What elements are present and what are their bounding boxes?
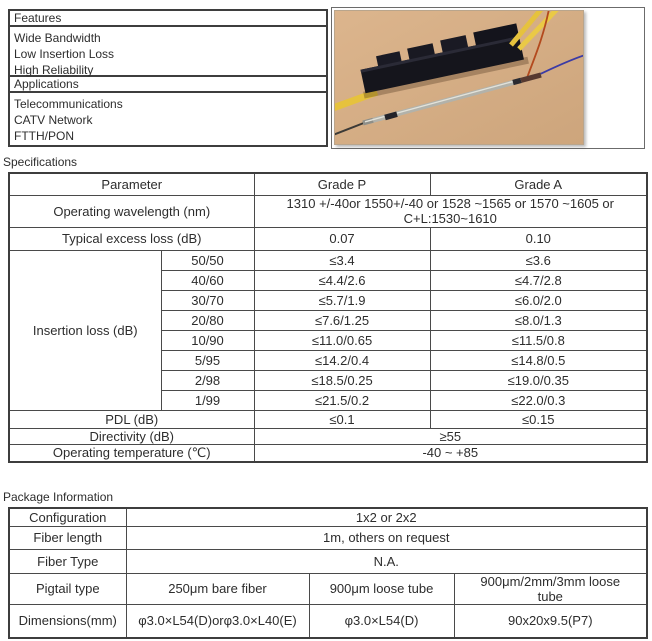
pkg-row-configuration: [9, 508, 647, 526]
specifications-table: [8, 172, 648, 463]
tube-black-band: [385, 114, 397, 117]
pigtail-option: 900μm loose tube: [309, 573, 454, 604]
split-ratio: 20/80: [161, 310, 254, 330]
col-header-grade-a: Grade A: [430, 173, 647, 195]
split-ratio: 30/70: [161, 290, 254, 310]
feature-item: High Reliability: [14, 63, 94, 77]
wavelength-value: 1310 +/-40or 1550+/-40 or 1528 ~1565 or 1570 ~1605 or C+L:1530~1610: [254, 195, 647, 227]
application-item: Telecommunications: [14, 97, 123, 111]
features-applications-table: [8, 9, 328, 147]
split-ratio: 40/60: [161, 270, 254, 290]
temperature-value: -40 ~ +85: [254, 444, 647, 462]
applications-header: Applications: [10, 77, 326, 93]
il-grade-p: ≤7.6/1.25: [254, 310, 430, 330]
split-ratio: 10/90: [161, 330, 254, 350]
dimensions-label: Dimensions(mm): [9, 604, 126, 638]
pkg-row-fiber-type: [9, 549, 647, 573]
excess-loss-label: Typical excess loss (dB): [9, 227, 254, 250]
fiber-length-value: 1m, others on request: [126, 526, 647, 549]
il-grade-p: ≤4.4/2.6: [254, 270, 430, 290]
spec-row-wavelength: [9, 195, 647, 227]
spec-row-pdl: [9, 410, 647, 428]
temperature-label: Operating temperature (℃): [9, 444, 254, 462]
dimensions-value: φ3.0×L54(D): [309, 604, 454, 638]
il-grade-p: ≤3.4: [254, 250, 430, 270]
package-information-table: [8, 507, 648, 639]
col-header-grade-p: Grade P: [254, 173, 430, 195]
configuration-label: Configuration: [9, 508, 126, 526]
features-list: [10, 27, 326, 77]
il-grade-p: ≤18.5/0.25: [254, 370, 430, 390]
product-photo-frame: [331, 7, 645, 149]
pkg-row-dimensions: [9, 604, 647, 638]
split-ratio: 5/95: [161, 350, 254, 370]
product-photo: [334, 10, 584, 145]
il-grade-p: ≤21.5/0.2: [254, 390, 430, 410]
il-grade-a: ≤4.7/2.8: [430, 270, 647, 290]
wavelength-label: Operating wavelength (nm): [9, 195, 254, 227]
feature-item: Low Insertion Loss: [14, 47, 115, 61]
spec-row-excess-loss: [9, 227, 647, 250]
dimensions-value: 90x20x9.5(P7): [454, 604, 647, 638]
fiber-length-label: Fiber length: [9, 526, 126, 549]
il-grade-a: ≤6.0/2.0: [430, 290, 647, 310]
insertion-loss-label: Insertion loss (dB): [9, 250, 161, 410]
il-grade-a: ≤8.0/1.3: [430, 310, 647, 330]
il-grade-p: ≤11.0/0.65: [254, 330, 430, 350]
split-ratio: 50/50: [161, 250, 254, 270]
features-header: Features: [10, 11, 326, 27]
excess-loss-grade-p: 0.07: [254, 227, 430, 250]
pigtail-type-label: Pigtail type: [9, 573, 126, 604]
specifications-title: Specifications: [3, 155, 78, 169]
pdl-grade-a: ≤0.15: [430, 410, 647, 428]
spec-header-row: [9, 173, 647, 195]
col-header-parameter: Parameter: [9, 173, 254, 195]
split-ratio: 1/99: [161, 390, 254, 410]
fiber-type-label: Fiber Type: [9, 549, 126, 573]
application-item: CATV Network: [14, 113, 93, 127]
directivity-label: Directivity (dB): [9, 428, 254, 444]
applications-list: [10, 93, 326, 145]
spec-row-temperature: [9, 444, 647, 462]
dimensions-value: φ3.0×L54(D)orφ3.0×L40(E): [126, 604, 309, 638]
pigtail-option: 900μm/2mm/3mm loose tube: [454, 573, 647, 604]
il-grade-p: ≤14.2/0.4: [254, 350, 430, 370]
il-grade-a: ≤11.5/0.8: [430, 330, 647, 350]
pdl-label: PDL (dB): [9, 410, 254, 428]
fiber-type-value: N.A.: [126, 549, 647, 573]
pigtail-option: 250μm bare fiber: [126, 573, 309, 604]
excess-loss-grade-a: 0.10: [430, 227, 647, 250]
package-information-title: Package Information: [3, 490, 114, 504]
il-grade-p: ≤5.7/1.9: [254, 290, 430, 310]
il-grade-a: ≤14.8/0.5: [430, 350, 647, 370]
il-grade-a: ≤22.0/0.3: [430, 390, 647, 410]
directivity-value: ≥55: [254, 428, 647, 444]
pkg-row-pigtail-type: [9, 573, 647, 604]
insertion-loss-row: [9, 250, 647, 270]
il-grade-a: ≤3.6: [430, 250, 647, 270]
pdl-grade-p: ≤0.1: [254, 410, 430, 428]
feature-item: Wide Bandwidth: [14, 31, 101, 45]
application-item: FTTH/PON: [14, 129, 74, 143]
split-ratio: 2/98: [161, 370, 254, 390]
il-grade-a: ≤19.0/0.35: [430, 370, 647, 390]
configuration-value: 1x2 or 2x2: [126, 508, 647, 526]
pkg-row-fiber-length: [9, 526, 647, 549]
spec-row-directivity: [9, 428, 647, 444]
